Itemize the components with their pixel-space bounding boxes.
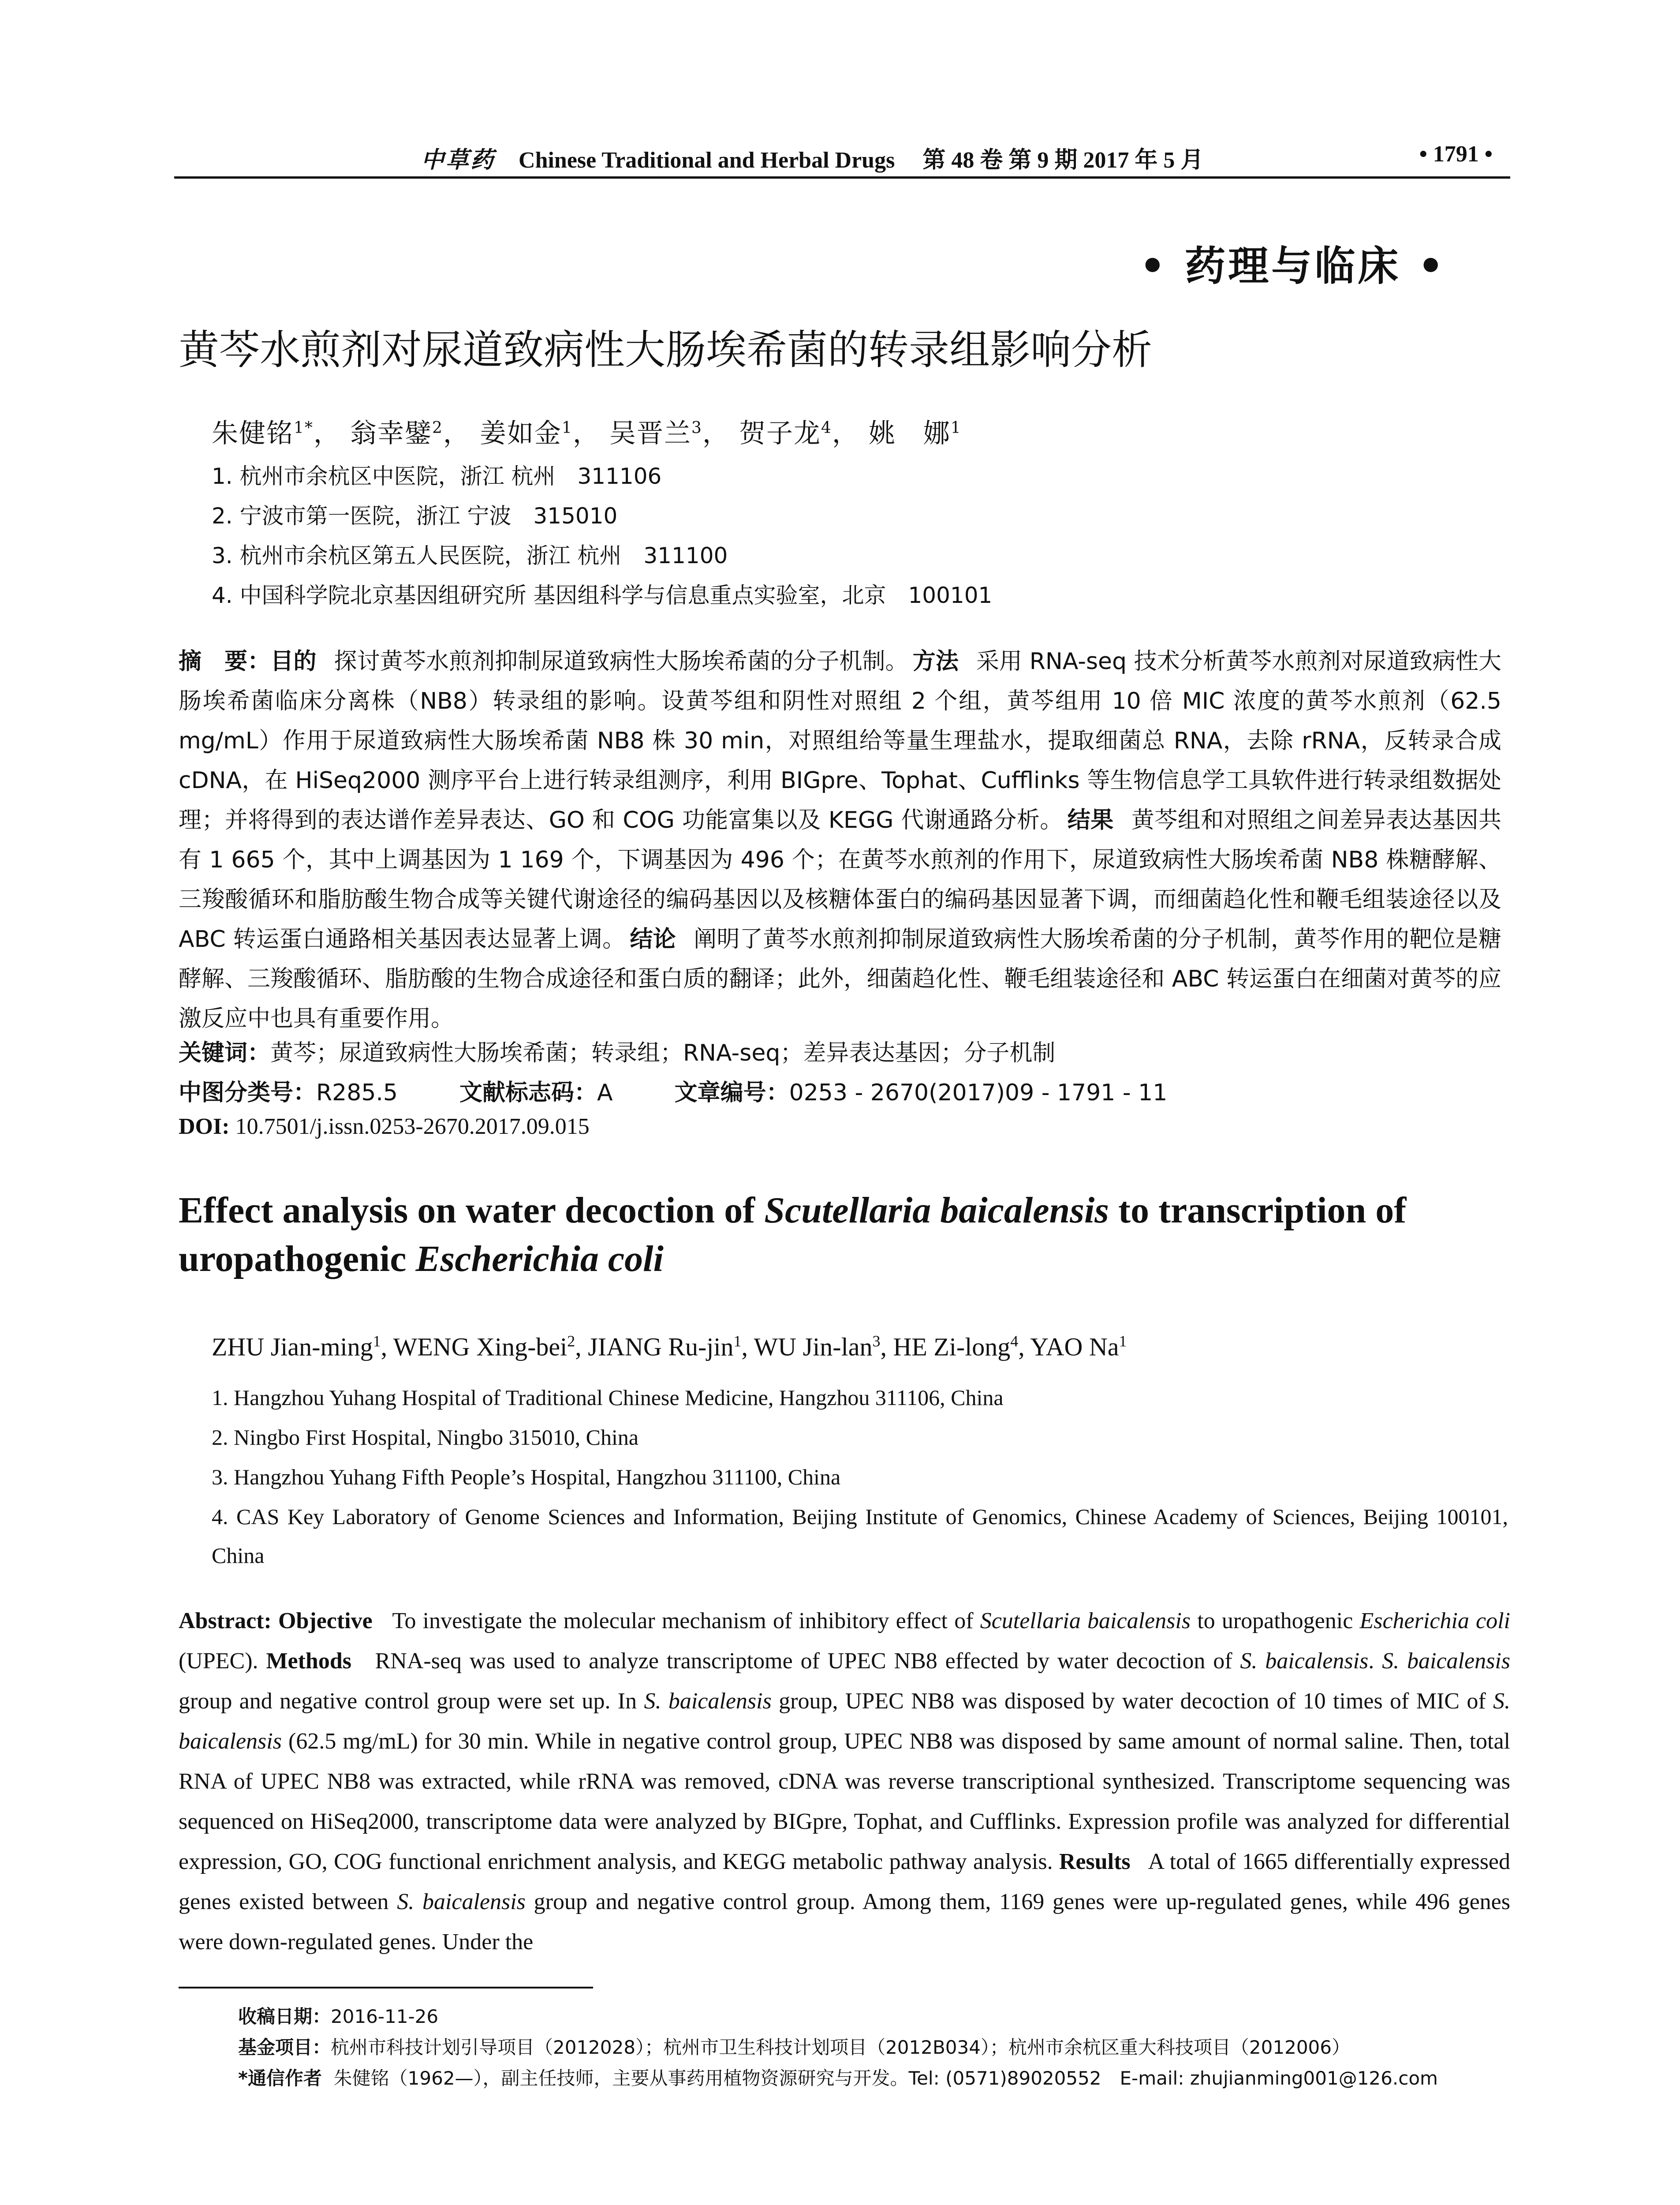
- species-name: Scutellaria baicalensis: [980, 1608, 1191, 1633]
- keywords-label: 关键词：: [179, 1040, 271, 1066]
- species-name: S. baicalensis: [397, 1889, 526, 1914]
- author-en: HE Zi-long: [893, 1332, 1011, 1361]
- title-en-species: Scutellaria baicalensis: [764, 1190, 1109, 1231]
- clc-value: R285.5: [316, 1080, 398, 1106]
- abstract-en-text: RNA-seq was used to analyze transcriptome of UPEC NB8 effected by water decoction of: [375, 1648, 1240, 1674]
- page-number: • 1791 •: [1419, 142, 1493, 167]
- doi-line: [179, 1114, 590, 1140]
- author-cn: 朱健铭: [212, 418, 294, 449]
- author-cn: 姚 娜: [868, 418, 951, 449]
- authors-cn: 朱健铭$^{1*}$， 翁幸鐾$^2$， 姜如金$^1$， 吴晋兰$^3$， 贺子龙$^4$， 姚 娜$^1$: [212, 418, 962, 449]
- author-en: YAO Na: [1030, 1332, 1119, 1361]
- article-no-label: 文章编号：: [674, 1080, 789, 1106]
- author-cn: 翁幸鐾: [350, 418, 432, 449]
- corresponding-text: 朱健铭（1962—），副主任技师，主要从事药用植物资源研究与开发。Tel: (0571)89020552 E-mail: zhujianming001@126.com: [333, 2067, 1438, 2089]
- footnote-corresponding: [238, 2064, 1438, 2090]
- fund-text: 杭州市科技计划引导项目（2012028）；杭州市卫生科技计划项目（2012B034）；杭州市余杭区重大科技项目（2012006）: [331, 2037, 1350, 2058]
- author-sup: 1: [950, 419, 962, 437]
- footnote-fund: [238, 2033, 1350, 2059]
- author-sup: 4: [1010, 1332, 1019, 1350]
- abstract-en-text: (62.5 mg/mL) for 30 min. While in negative control group, UPEC NB8 was disposed by same amount of normal saline. Then, total RNA of UPEC NB8 was extracted, while rRNA was removed, cDNA was reverse transcriptional synthesized. Transcriptome sequencing was sequenced on HiSeq2000, transcriptome data were analyzed by BIGpre, Tophat, and Cufflinks. Expression profile was analyzed for differential expression, GO, COG functional enrichment analysis, and KEGG metabolic pathway analysis.: [179, 1729, 1510, 1874]
- author-sup: 1: [1119, 1332, 1127, 1350]
- journal-logo-cn: 中草药: [421, 148, 496, 173]
- issue-info: 第 48 卷 第 9 期 2017 年 5 月: [922, 148, 1204, 173]
- section-label: • 药理与临床 •: [1139, 242, 1446, 290]
- author-sup: 2: [432, 419, 443, 437]
- conclusion-label: 结论: [630, 926, 676, 953]
- abstract-en-text: .: [1368, 1648, 1382, 1674]
- title-en: [179, 1186, 1510, 1283]
- author-sup: 1*: [294, 419, 314, 437]
- keywords: [179, 1034, 1055, 1067]
- objective-label-en: Objective: [278, 1608, 373, 1633]
- abstract-en-text: group, UPEC NB8 was disposed by water decoction of 10 times of MIC of: [771, 1689, 1493, 1714]
- doi-value: 10.7501/j.issn.0253-2670.2017.09.015: [235, 1114, 590, 1139]
- results-label: 结果: [1067, 807, 1114, 833]
- affiliation-en: 1. Hangzhou Yuhang Hospital of Traditional Chinese Medicine, Hangzhou 311106, China: [212, 1385, 1004, 1410]
- affiliation-cn: 4. 中国科学院北京基因组研究所 基因组科学与信息重点实验室，北京 100101: [212, 583, 993, 608]
- title-cn: 黄芩水煎剂对尿道致病性大肠埃希菌的转录组影响分析: [179, 326, 1153, 374]
- author-sup: 3: [691, 419, 702, 437]
- affiliation-en: 2. Ningbo First Hospital, Ningbo 315010, China: [212, 1425, 639, 1450]
- objective-label: 目的: [270, 648, 317, 675]
- methods-text: 采用 RNA-seq 技术分析黄芩水煎剂对尿道致病性大肠埃希菌临床分离株（NB8）转录组的影响。设黄芩组和阴性对照组 2 个组，黄芩组用 10 倍 MIC 浓度的黄芩水煎剂（62.5 mg/mL）作用于尿道致病性大肠埃希菌 NB8 株 30 min，对照组给等量生理盐水，提取细菌总 RNA，去除 rRNA，反转录合成 cDNA，在 HiSeq2000 测序平台上进行转录组测序，利用 BIGpre、Tophat、Cufflinks 等生物信息学工具软件进行转录组数据处理；并将得到的表达谱作差异表达、GO 和 COG 功能富集以及 KEGG 代谢通路分析。: [179, 648, 1501, 833]
- affiliation-cn: 1. 杭州市余杭区中医院，浙江 杭州 311106: [212, 463, 662, 489]
- species-name: S. baicalensis: [1382, 1648, 1511, 1674]
- footnote-received: [238, 2002, 438, 2029]
- species-name: S. baicalensis: [644, 1689, 772, 1714]
- species-name: S. baicalensis: [1240, 1648, 1369, 1674]
- abstract-en-text: (UPEC).: [179, 1648, 258, 1674]
- author-cn: 姜如金: [479, 418, 562, 449]
- doc-code-value: A: [597, 1080, 613, 1106]
- author-sup: 3: [872, 1332, 881, 1350]
- affiliation-en: 4. CAS Key Laboratory of Genome Sciences and Information, Beijing Institute of Genomics, Chinese Academy of Sciences, Beijing 100101, China: [212, 1504, 1508, 1568]
- author-sup: 1: [733, 1332, 742, 1350]
- results-text: 黄芩组和对照组之间差异表达基因共有 1 665 个，其中上调基因为 1 169 个，下调基因为 496 个；在黄芩水煎剂的作用下，尿道致病性大肠埃希菌 NB8 株糖酵解、三羧酸循环和脂肪酸生物合成等关键代谢途径的编码基因以及核糖体蛋白的编码基因显著下调，而细菌趋化性和鞭毛组装途径以及 ABC 转运蛋白通路相关基因表达显著上调。: [179, 807, 1501, 953]
- author-en: ZHU Jian-ming: [212, 1332, 373, 1361]
- abstract-cn: [179, 642, 1501, 1039]
- author-sup: 1: [561, 419, 573, 437]
- methods-label: 方法: [912, 648, 959, 675]
- author-en: WENG Xing-bei: [393, 1332, 567, 1361]
- affiliation-en: 3. Hangzhou Yuhang Fifth People’s Hospital, Hangzhou 311100, China: [212, 1465, 841, 1489]
- conclusion-text: 阐明了黄芩水煎剂抑制尿道致病性大肠埃希菌的分子机制，黄芩作用的靶位是糖酵解、三羧酸循环、脂肪酸的生物合成途径和蛋白质的翻译；此外，细菌趋化性、鞭毛组装途径和 ABC 转运蛋白在细菌对黄芩的应激反应中也具有重要作用。: [179, 926, 1501, 1032]
- author-en: JIANG Ru-jin: [588, 1332, 734, 1361]
- keywords-text: 黄芩；尿道致病性大肠埃希菌；转录组；RNA-seq；差异表达基因；分子机制: [270, 1040, 1056, 1066]
- authors-en: ZHU Jian-ming$^1$, WENG Xing-bei$^2$, JIANG Ru-jin$^1$, WU Jin-lan$^3$, HE Zi-long$^4$, YAO Na$^1$: [212, 1332, 1127, 1361]
- title-en-species: Escherichia coli: [415, 1238, 664, 1279]
- journal-name: [421, 141, 1203, 174]
- corresponding-label: *通信作者: [238, 2067, 322, 2089]
- author-en: WU Jin-lan: [754, 1332, 873, 1361]
- fund-label: 基金项目：: [238, 2037, 331, 2058]
- received-date: 2016-11-26: [331, 2006, 439, 2027]
- species-name: S. baicalensis: [179, 1689, 1511, 1754]
- species-name: Escherichia coli: [1359, 1608, 1510, 1633]
- received-label: 收稿日期：: [238, 2006, 331, 2027]
- author-sup: 2: [567, 1332, 575, 1350]
- author-cn: 贺子龙: [739, 418, 821, 449]
- methods-label-en: Methods: [266, 1648, 351, 1674]
- affiliation-cn: 2. 宁波市第一医院，浙江 宁波 315010: [212, 503, 618, 529]
- results-label-en: Results: [1059, 1849, 1131, 1874]
- title-en-part: Effect analysis on water decoction of: [179, 1190, 765, 1231]
- running-header: [174, 137, 1510, 179]
- abstract-en-label: Abstract:: [179, 1608, 272, 1633]
- abstract-en-text: A total of 1665 differentially expressed genes existed between: [179, 1849, 1511, 1914]
- affiliation-cn: 3. 杭州市余杭区第五人民医院，浙江 杭州 311100: [212, 543, 728, 568]
- doc-code-label: 文献标志码：: [459, 1080, 597, 1106]
- author-sup: 1: [373, 1332, 381, 1350]
- abstract-en: [179, 1601, 1510, 1962]
- doi-label: DOI:: [179, 1114, 230, 1139]
- footnote-rule: [179, 1987, 593, 1988]
- clc-label: 中图分类号：: [179, 1080, 317, 1106]
- journal-name-en: Chinese Traditional and Herbal Drugs: [519, 148, 895, 173]
- classification-line: [179, 1074, 1167, 1107]
- author-sup: 4: [821, 419, 832, 437]
- abstract-en-text: group and negative control group were set up. In: [179, 1689, 644, 1714]
- abstract-en-text: To investigate the molecular mechanism of inhibitory effect of: [392, 1608, 980, 1633]
- abstract-en-text: group and negative control group. Among them, 1169 genes were up-regulated genes, while 496 genes were down-regulated genes. Under the: [179, 1889, 1510, 1955]
- author-cn: 吴晋兰: [609, 418, 691, 449]
- abstract-en-text: to uropathogenic: [1191, 1608, 1360, 1633]
- objective-text: 探讨黄芩水煎剂抑制尿道致病性大肠埃希菌的分子机制。: [334, 648, 908, 675]
- abstract-label: 摘 要：: [179, 648, 271, 675]
- title-en-part: to transcription of uropathogenic: [179, 1190, 1407, 1279]
- article-no-value: 0253 - 2670(2017)09 - 1791 - 11: [789, 1080, 1168, 1106]
